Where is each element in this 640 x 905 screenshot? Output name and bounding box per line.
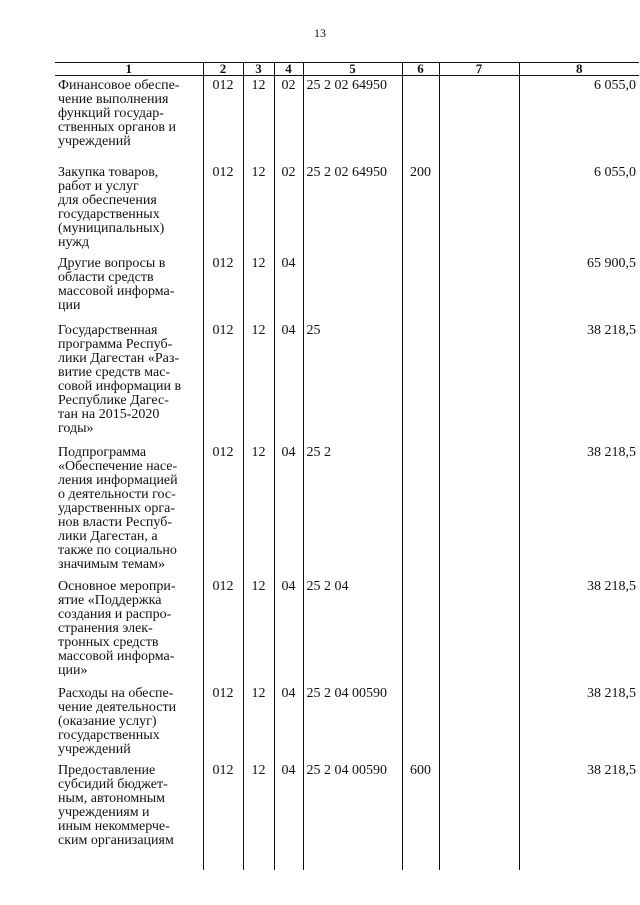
column-header-3: 3: [243, 63, 274, 76]
section-code: 12: [243, 163, 274, 254]
column-7-cell: [439, 163, 519, 254]
column-7-cell: [439, 321, 519, 443]
amount: 38 218,5: [519, 684, 639, 761]
target-article-code: 25 2 04 00590: [303, 684, 402, 761]
section-code: 12: [243, 577, 274, 684]
expense-type-code: [402, 684, 439, 761]
subsection-code: 04: [274, 761, 303, 870]
target-article-code: 25 2 04: [303, 577, 402, 684]
column-7-cell: [439, 761, 519, 870]
target-article-code: 25 2 02 64950: [303, 163, 402, 254]
column-7-cell: [439, 254, 519, 321]
ministry-code: 012: [203, 577, 243, 684]
target-article-code: 25 2 04 00590: [303, 761, 402, 870]
section-code: 12: [243, 443, 274, 577]
section-code: 12: [243, 684, 274, 761]
subsection-code: 04: [274, 577, 303, 684]
table-row: [55, 761, 639, 870]
ministry-code: 012: [203, 684, 243, 761]
ministry-code: 012: [203, 443, 243, 577]
amount: 38 218,5: [519, 443, 639, 577]
amount: 38 218,5: [519, 577, 639, 684]
column-7-cell: [439, 577, 519, 684]
table-row: [55, 443, 639, 577]
subsection-code: 04: [274, 443, 303, 577]
section-code: 12: [243, 254, 274, 321]
subsection-code: 02: [274, 163, 303, 254]
amount: 65 900,5: [519, 254, 639, 321]
item-name: Предоставление субсидий бюджет- ным, автономным учреждениям и иным некоммерче- ским организациям: [58, 763, 174, 848]
ministry-code: 012: [203, 761, 243, 870]
table-row: [55, 684, 639, 761]
page-number: 13: [314, 26, 326, 40]
subsection-code: 04: [274, 684, 303, 761]
section-code: 12: [243, 76, 274, 164]
column-7-cell: [439, 443, 519, 577]
amount: 6 055,0: [519, 76, 639, 164]
column-7-cell: [439, 684, 519, 761]
column-header-4: 4: [274, 63, 303, 76]
target-article-code: 25: [303, 321, 402, 443]
column-header-7: 7: [439, 63, 519, 76]
expense-type-code: [402, 443, 439, 577]
subsection-code: 02: [274, 76, 303, 164]
column-header-1: 1: [55, 63, 203, 76]
column-header-5: 5: [303, 63, 402, 76]
ministry-code: 012: [203, 163, 243, 254]
section-code: 12: [243, 761, 274, 870]
item-name: Основное меропри- ятие «Поддержка создания и распро- странения элек- тронных средств массовой информа- ции»: [58, 579, 176, 678]
target-article-code: [303, 254, 402, 321]
item-name: Государственная программа Респуб- лики Дагестан «Раз- витие средств мас- совой информации в Республике Дагес- тан на 2015-2020 годы»: [58, 323, 182, 436]
table-row: [55, 577, 639, 684]
column-header-8: 8: [519, 63, 639, 76]
item-name: Финансовое обеспе- чение выполнения функций государ- ственных органов и учреждений: [58, 78, 180, 149]
table-row: [55, 163, 639, 254]
item-name: Подпрограмма «Обеспечение насе- ления информацией о деятельности гос- ударственных орга- нов власти Респуб- лики Дагестан, а также по социально значимым темам»: [58, 445, 178, 572]
ministry-code: 012: [203, 321, 243, 443]
table-row: [55, 254, 639, 321]
expense-type-code: 600: [402, 761, 439, 870]
ministry-code: 012: [203, 76, 243, 164]
column-7-cell: [439, 76, 519, 164]
column-header-6: 6: [402, 63, 439, 76]
expense-type-code: [402, 76, 439, 164]
table-header-row: [55, 63, 639, 76]
subsection-code: 04: [274, 254, 303, 321]
expense-type-code: [402, 254, 439, 321]
table-row: [55, 76, 639, 164]
amount: 6 055,0: [519, 163, 639, 254]
column-header-2: 2: [203, 63, 243, 76]
item-name: Расходы на обеспе- чение деятельности (оказание услуг) государственных учреждений: [58, 686, 177, 757]
budget-table: [55, 62, 639, 870]
expense-type-code: [402, 577, 439, 684]
amount: 38 218,5: [519, 321, 639, 443]
target-article-code: 25 2: [303, 443, 402, 577]
subsection-code: 04: [274, 321, 303, 443]
table-row: [55, 321, 639, 443]
section-code: 12: [243, 321, 274, 443]
amount: 38 218,5: [519, 761, 639, 870]
ministry-code: 012: [203, 254, 243, 321]
expense-type-code: 200: [402, 163, 439, 254]
item-name: Закупка товаров, работ и услуг для обеспечения государственных (муниципальных) нужд: [58, 165, 165, 250]
expense-type-code: [402, 321, 439, 443]
target-article-code: 25 2 02 64950: [303, 76, 402, 164]
item-name: Другие вопросы в области средств массовой информа- ции: [58, 256, 175, 313]
